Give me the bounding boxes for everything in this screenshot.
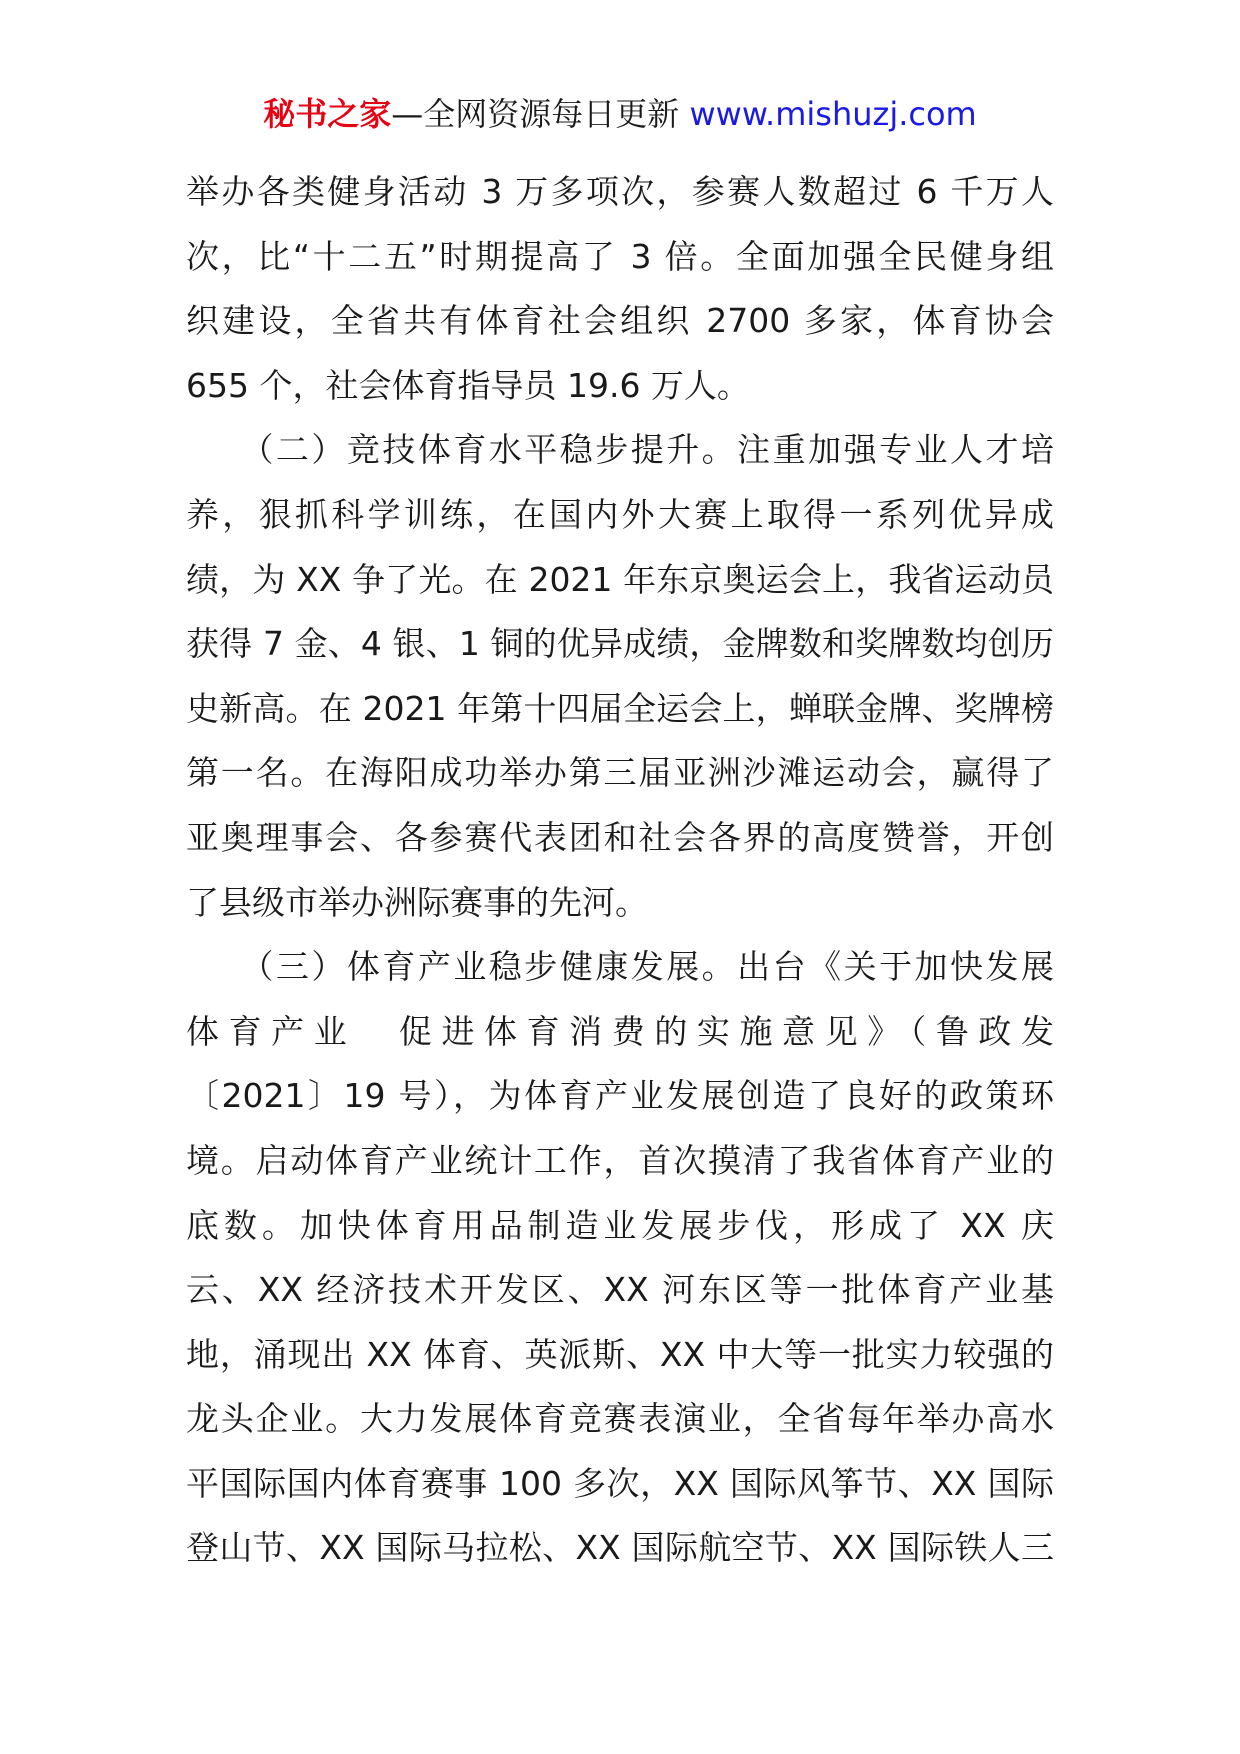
text-line: 获得 7 金、4 银、1 铜的优异成绩，金牌数和奖牌数均创历 — [186, 624, 1054, 664]
text-line: 史新高。在 2021 年第十四届全运会上，蝉联金牌、奖牌榜 — [186, 688, 1054, 728]
website-link[interactable]: www.mishuzj.com — [689, 95, 977, 133]
brand-name: 秘书之家 — [263, 95, 392, 133]
text-line: 亚奥理事会、各参赛代表团和社会各界的高度赞誉，开创 — [186, 817, 1054, 857]
text-line: 地，涌现出 XX 体育、英派斯、XX 中大等一批实力较强的 — [186, 1334, 1054, 1374]
text-line: 平国际国内体育赛事 100 多次，XX 国际风筝节、XX 国际 — [186, 1463, 1054, 1503]
text-line: 举办各类健身活动 3 万多项次，参赛人数超过 6 千万人 — [186, 172, 1054, 211]
text-line: 织建设，全省共有体育社会组织 2700 多家，体育协会 — [186, 301, 1054, 341]
text-line: 境。启动体育产业统计工作，首次摸清了我省体育产业的 — [186, 1140, 1054, 1180]
text-line: 登山节、XX 国际马拉松、XX 国际航空节、XX 国际铁人三 — [186, 1528, 1054, 1568]
text-line: （二）竞技体育水平稳步提升。注重加强专业人才培 — [186, 430, 1054, 470]
page-header — [0, 92, 1240, 136]
text-line: 体育产业 促进体育消费的实施意见》（鲁政发 — [186, 1011, 1054, 1051]
text-line: 了县级市举办洲际赛事的先河。 — [186, 882, 648, 922]
text-line: 底数。加快体育用品制造业发展步伐，形成了 XX 庆 — [186, 1205, 1054, 1245]
text-line: 绩，为 XX 争了光。在 2021 年东京奥运会上，我省运动员 — [186, 559, 1054, 599]
text-line: 次，比“十二五”时期提高了 3 倍。全面加强全民健身组 — [186, 236, 1054, 276]
text-line: 第一名。在海阳成功举办第三届亚洲沙滩运动会，赢得了 — [186, 753, 1054, 793]
text-line: 龙头企业。大力发展体育竞赛表演业，全省每年举办高水 — [186, 1399, 1054, 1439]
text-line: 〔2021〕19 号），为体育产业发展创造了良好的政策环 — [186, 1076, 1054, 1116]
header-tagline: —全网资源每日更新 — [391, 95, 690, 133]
text-line: （三）体育产业稳步健康发展。出台《关于加快发展 — [186, 947, 1054, 987]
text-line: 655 个，社会体育指导员 19.6 万人。 — [186, 365, 750, 405]
text-line: 养，狠抓科学训练，在国内外大赛上取得一系列优异成 — [186, 494, 1054, 534]
text-line: 云、XX 经济技术开发区、XX 河东区等一批体育产业基 — [186, 1270, 1054, 1310]
document-body — [186, 160, 1054, 1581]
